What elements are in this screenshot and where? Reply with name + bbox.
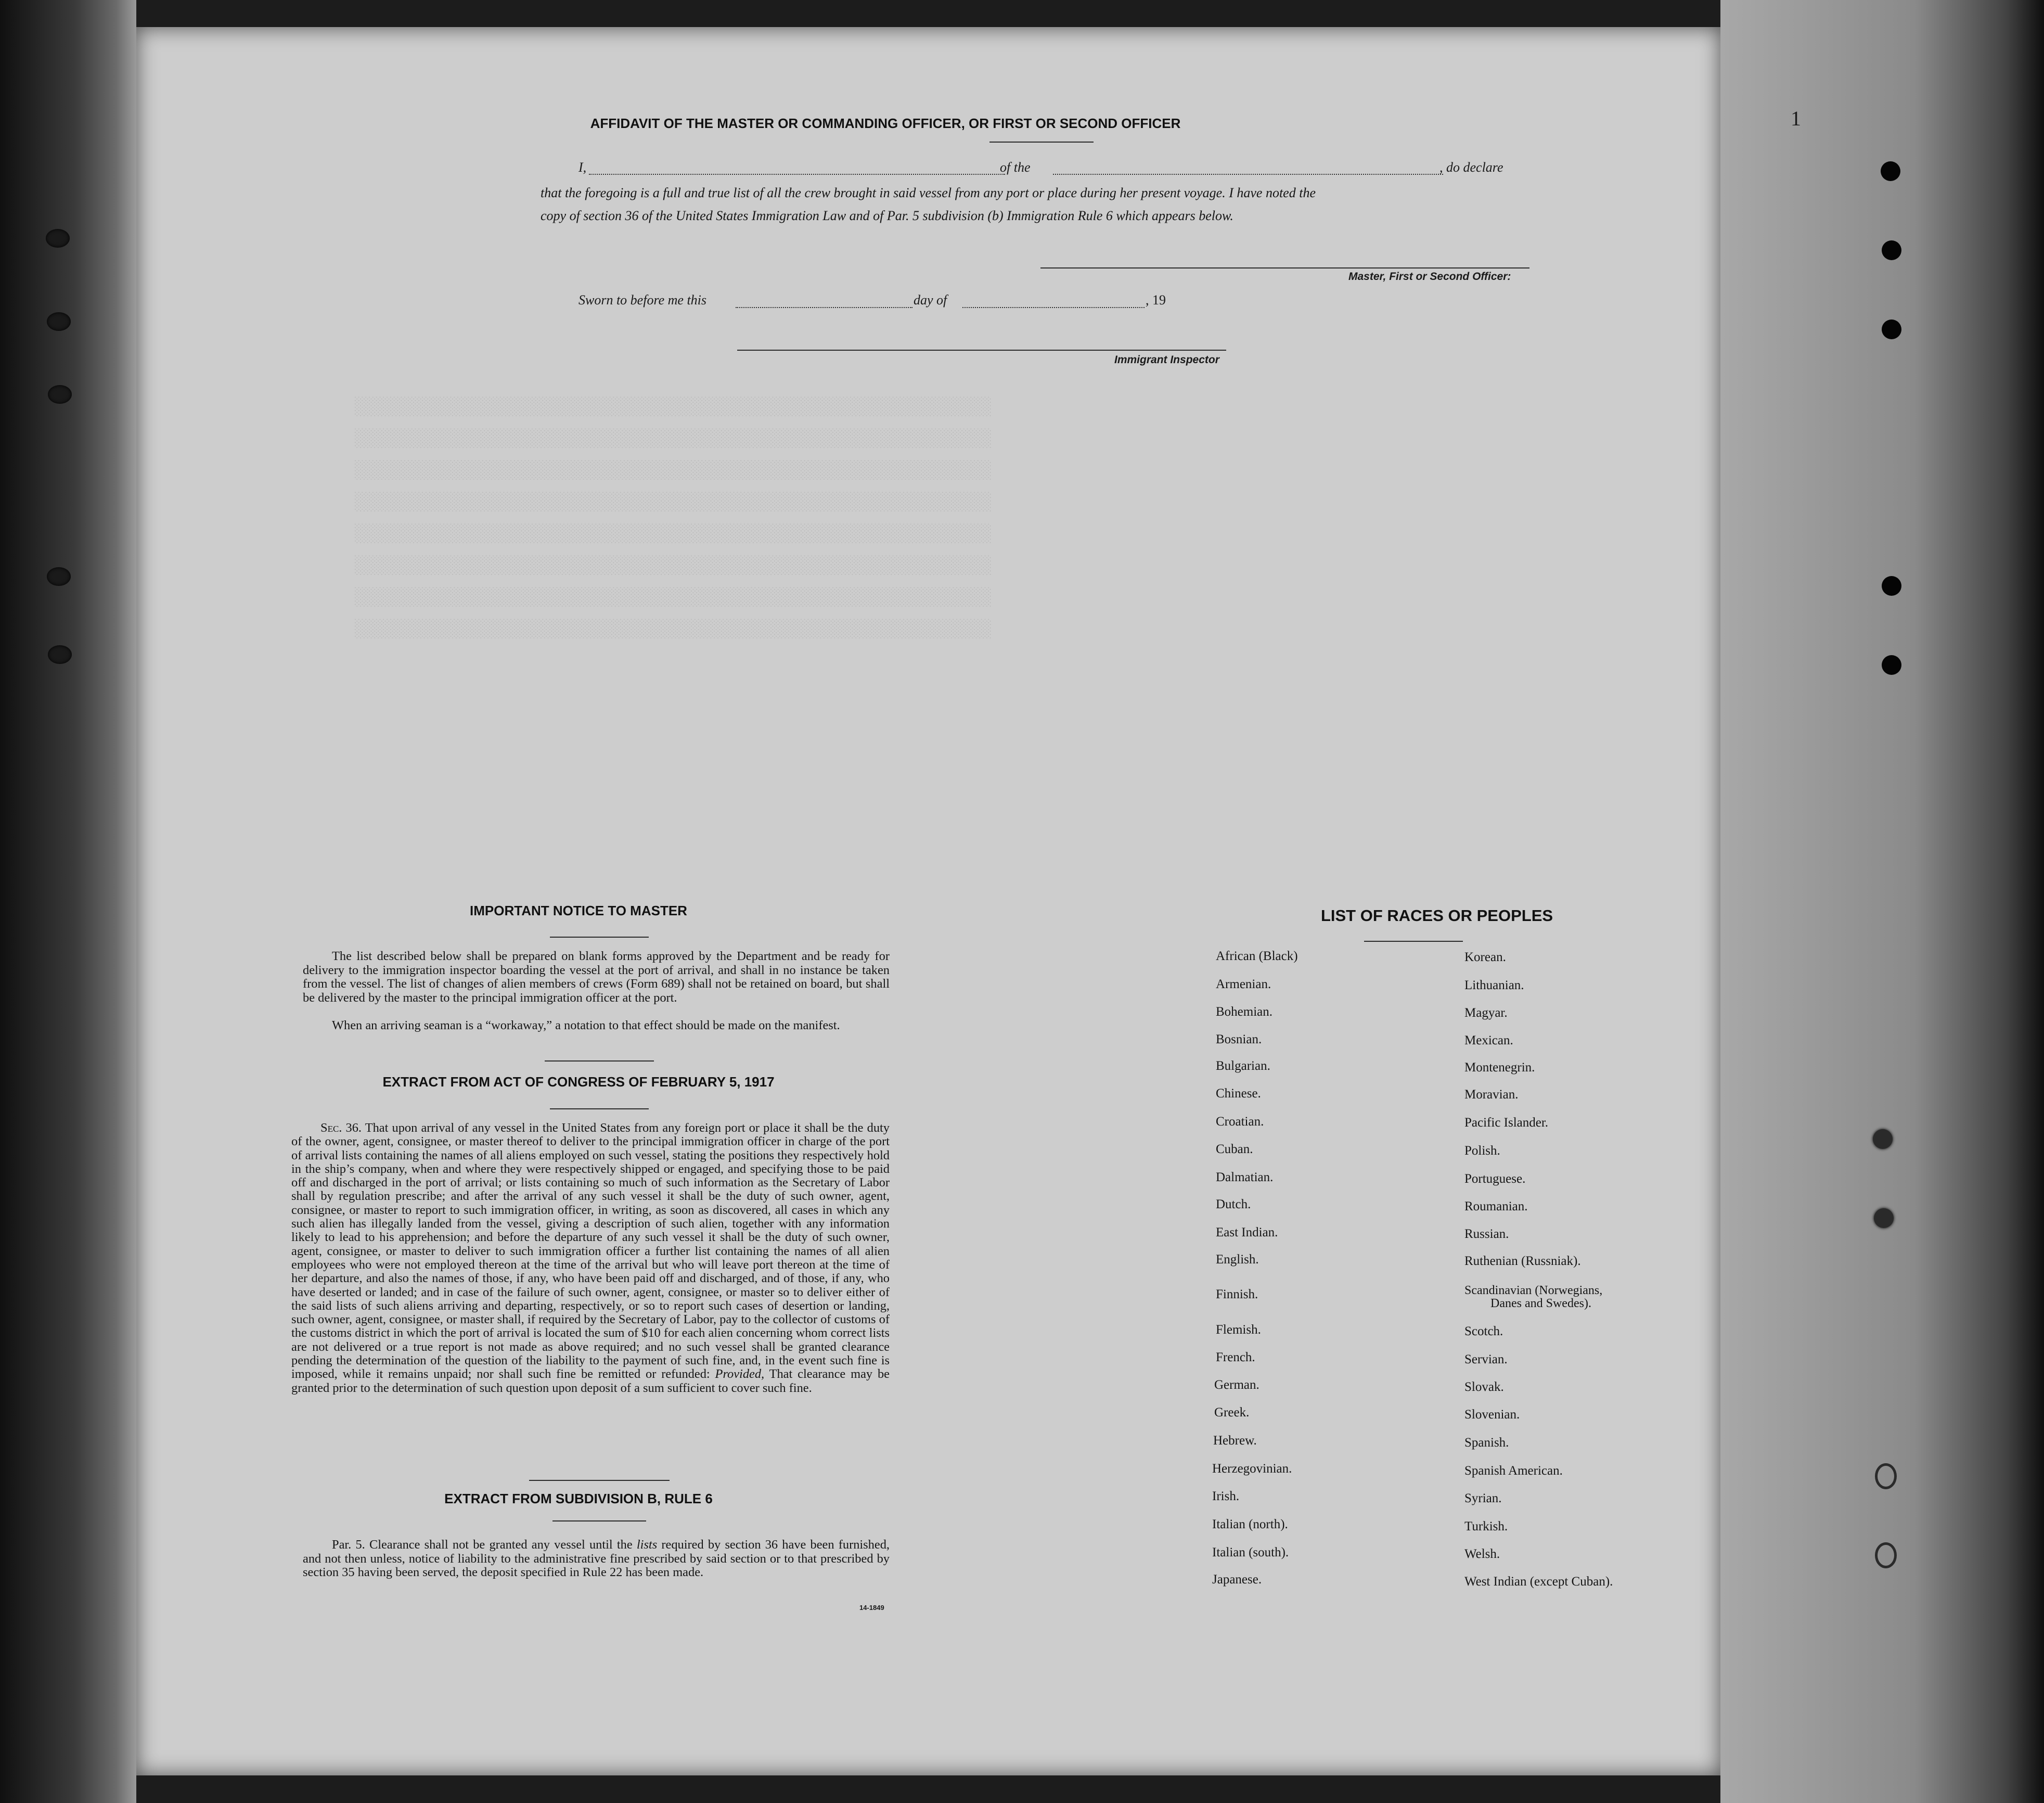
race-item: Finnish. [1216,1287,1258,1301]
provided-label: Provided, [715,1367,765,1382]
race-item: Chinese. [1216,1086,1261,1101]
sec-label: Sec. 36. [320,1121,362,1135]
race-item: Dalmatian. [1216,1170,1274,1184]
inspector-label: Immigrant Inspector [1114,354,1219,366]
rule-rule [552,1520,646,1521]
race-item: Slovak. [1464,1380,1504,1394]
rule-top-rule [529,1480,670,1481]
document-page [136,27,1801,1775]
notice-paragraph-2: When an arriving seaman is a “workaway,” a notation to that effect should be made on the manifest. [332,1018,840,1032]
notice-paragraph-1: The list described below shall be prepared on blank forms approved by the Department and be ready for delivery to the immigration inspector boarding the vessel at the port of arrival, and shall in no instance be taken from the vessel. The list of changes of alien members of crews (Form 689) shall not be retained on board, but shall be delivered by the master to the principal immigration officer at the port. [303,949,890,1005]
race-item: Portuguese. [1464,1172,1526,1186]
affidavit-line2: that the foregoing is a full and true list of all the crew brought in said vessel from any port or place during her present voyage. I have noted the [541,185,1316,200]
rule-text [303,1538,890,1580]
race-item: Italian (south). [1212,1545,1289,1559]
of-the-label: of the [1000,160,1031,175]
race-item: Scotch. [1464,1324,1503,1338]
race-item: German. [1214,1378,1259,1392]
i-label: I, [579,160,587,175]
race-item: Flemish. [1216,1323,1261,1337]
affidavit-line3: copy of section 36 of the United States Immigration Law and of Par. 5 subdivision (b) Immigration Rule 6 which appears below. [541,208,1233,223]
race-item: Bohemian. [1216,1005,1273,1019]
binder-hole [47,312,71,331]
do-declare-label: , do declare [1439,160,1503,175]
race-item: Slovenian. [1464,1408,1520,1422]
race-item: Russian. [1464,1227,1509,1241]
rule-title: EXTRACT FROM SUBDIVISION B, RULE 6 [444,1491,713,1506]
act-title-text: EXTRACT FROM ACT OF CONGRESS OF FEBRUARY 5, 1917 [382,1074,775,1090]
race-item: Danes and Swedes). [1490,1297,1591,1310]
rule-text-main: Par. 5. Clearance shall not be granted any vessel until the [332,1538,637,1552]
race-item: Syrian. [1464,1491,1502,1505]
race-item: Greek. [1214,1405,1250,1420]
binder-hole [48,385,72,404]
race-item: Welsh. [1464,1547,1500,1561]
race-item: Spanish American. [1464,1464,1563,1478]
punch-hole [1874,1208,1894,1228]
binder-hole [47,567,71,586]
bleed-through-texture: ░░░░░░░░░░░░░░░░░░░░░░░░░░░░░░░░░░░░░░░░░░░░░░░░░░░░░░░░░░░░ ░░░░░░░░░░░░░░░░░░░░░░░░░░░░░░░░░░░░░░░░░░░░░░░░░░░░░░░░░░░░ ░░░░░░░░░░░░░░░░░░░░░░░░░░░░░░░░░░░░░░░░░░░░░░░░░░░░░░░░░░░░ ░░░░░░░░░░░░░░░░░░░░░░░░░░░░░░░░░░░░░░░░░░░░░░░░░░░░░░░░░░░░ ░░░░░░░░░░░░░░░░░░░░░░░░░░░░░░░░░░░░░░░░░░░░░░░░░░░░░░░░░░░░ ░░░░░░░░░░░░░░░░░░░░░░░░░░░░░░░░░░░░░░░░░░░░░░░░░░░░░░░░░░░░ ░░░░░░░░░░░░░░░░░░░░░░░░░░░░░░░░░░░░░░░░░░░░░░░░░░░░░░░░░░░░ ░░░░░░░░░░░░░░░░░░░░░░░░░░░░░░░░░░░░░░░░░░░░░░░░░░░░░░░░░░░░ [355,398,992,640]
race-item: Lithuanian. [1464,978,1524,992]
race-item: French. [1216,1350,1255,1364]
punch-hole [1882,319,1901,339]
race-item: English. [1216,1252,1259,1267]
day-of-label: day of [914,292,947,308]
sec-text-main: That upon arrival of any vessel in the United States from any foreign port or place it shall be the duty of the owner, agent, consignee, or master thereof to deliver to the principal immigration officer in charge of the port of arrival lists containing the names of all aliens employed on such vessel, stating the positions they respectively hold in the ship’s company, when and where they were respectively shipped or engaged, and specifying those to be paid off and discharged in the port of arrival; or lists containing so much of such information as the Secretary of Labor shall by regulation prescribe; and after the arrival of any such vessel it shall be the duty of such owner, agent, consignee, or master to report to such immigration officer, in writing, as soon as discovered, all cases in which any such alien has illegally landed from the vessel, giving a description of such alien, together with any information likely to lead to his apprehension; and before the departure of any such vessel it shall be the duty of such owner, agent, consignee, or master to deliver to such immigration officer a further list containing the names of all alien employees who were not employed thereon at the time of the arrival but who will leave port thereon at the time of her departure, and also the names of those, if any, who have been paid off and discharged, and of those, if any, who have deserted or landed; and in case of the failure of such owner, agent, consignee, or master so to deliver either of the said lists of such aliens arriving and departing, respectively, or so to report such cases of desertion or landing, such owner, agent, consignee, or master shall, if required by the Secretary of Labor, pay to the collector of customs of the customs district in which the port of arrival is located the sum of $10 for each alien concerning whom correct lists are not delivered or a true report is not made as above required; and no such vessel shall be granted clearance pending the determination of the question of the liability to the payment of such fine, and, in the event such fine is imposed, while it remains unpaid; nor shall such fine be remitted or refunded: [291,1121,890,1382]
punch-hole [1882,655,1901,675]
act-top-rule [545,1060,654,1062]
scan-border-right [1720,0,2044,1803]
rule-text-end: required by section 36 have been furnished, and not then unless, notice of liability to the administrative fine prescribed by said section or to that prescribed by section 35 having been served, the deposit specified in Rule 22 has been made. [303,1538,890,1579]
race-item: Ruthenian (Russniak). [1464,1254,1581,1268]
race-item: Dutch. [1216,1197,1251,1211]
affidavit-title: AFFIDAVIT OF THE MASTER OR COMMANDING OFFICER, OR FIRST OR SECOND OFFICER [590,116,1181,131]
race-item: Montenegrin. [1464,1060,1535,1075]
title-rule [989,142,1094,143]
sec-text-end: That clearance may be granted prior to the determination of such question upon deposit of a sum sufficient to cover such fine. [291,1367,890,1395]
punch-hole [1882,576,1901,596]
act-section-text [291,1121,890,1395]
race-item: Turkish. [1464,1519,1508,1533]
punch-hole [1882,240,1901,260]
race-item: Roumanian. [1464,1199,1528,1213]
form-code: 14-1849 [859,1604,884,1612]
race-item: Hebrew. [1213,1434,1257,1448]
race-item: Bosnian. [1216,1032,1262,1046]
race-item: Spanish. [1464,1436,1509,1450]
vessel-blank [1053,174,1443,175]
race-item: Herzegovinian. [1212,1462,1292,1476]
race-item: Armenian. [1216,977,1271,991]
race-item: Irish. [1212,1489,1240,1503]
month-blank [962,307,1145,308]
race-item: Italian (north). [1212,1517,1288,1531]
inspector-signature-line [737,350,1226,351]
binder-hole [48,645,72,664]
punch-hole [1875,1463,1897,1489]
master-signature-label: Master, First or Second Officer: [1348,271,1511,283]
notice-rule [550,937,649,938]
day-blank [736,307,912,308]
name-blank [589,174,1005,175]
race-item: Mexican. [1464,1033,1513,1047]
race-item: Japanese. [1212,1572,1262,1587]
punch-hole [1881,161,1900,181]
race-item: Servian. [1464,1352,1508,1366]
race-item: Pacific Islander. [1464,1116,1549,1130]
race-item: African (Black) [1216,949,1298,963]
page-number: 1 [1791,107,1801,130]
act-rule [550,1108,649,1109]
scan-border-left [0,0,136,1803]
year-label: , 19 [1146,292,1166,308]
act-title [292,1074,865,1090]
race-item: Polish. [1464,1144,1500,1158]
race-item: Korean. [1464,950,1506,964]
race-item: East Indian. [1216,1225,1278,1239]
race-item: Moravian. [1464,1088,1519,1102]
sworn-label: Sworn to before me this [579,292,707,308]
race-item: Cuban. [1216,1142,1253,1156]
race-item: Croatian. [1216,1115,1264,1129]
races-rule [1364,941,1463,942]
race-item: Scandinavian (Norwegians, [1464,1284,1603,1297]
race-item: Magyar. [1464,1006,1508,1020]
master-signature-line [1040,267,1529,268]
races-title: LIST OF RACES OR PEOPLES [1320,906,1553,925]
punch-hole [1873,1129,1893,1149]
lists-label: lists [636,1538,658,1552]
notice-title: IMPORTANT NOTICE TO MASTER [470,903,687,918]
race-item: West Indian (except Cuban). [1464,1575,1613,1589]
punch-hole [1875,1542,1897,1568]
race-item: Bulgarian. [1216,1059,1270,1073]
binder-hole [46,229,70,248]
